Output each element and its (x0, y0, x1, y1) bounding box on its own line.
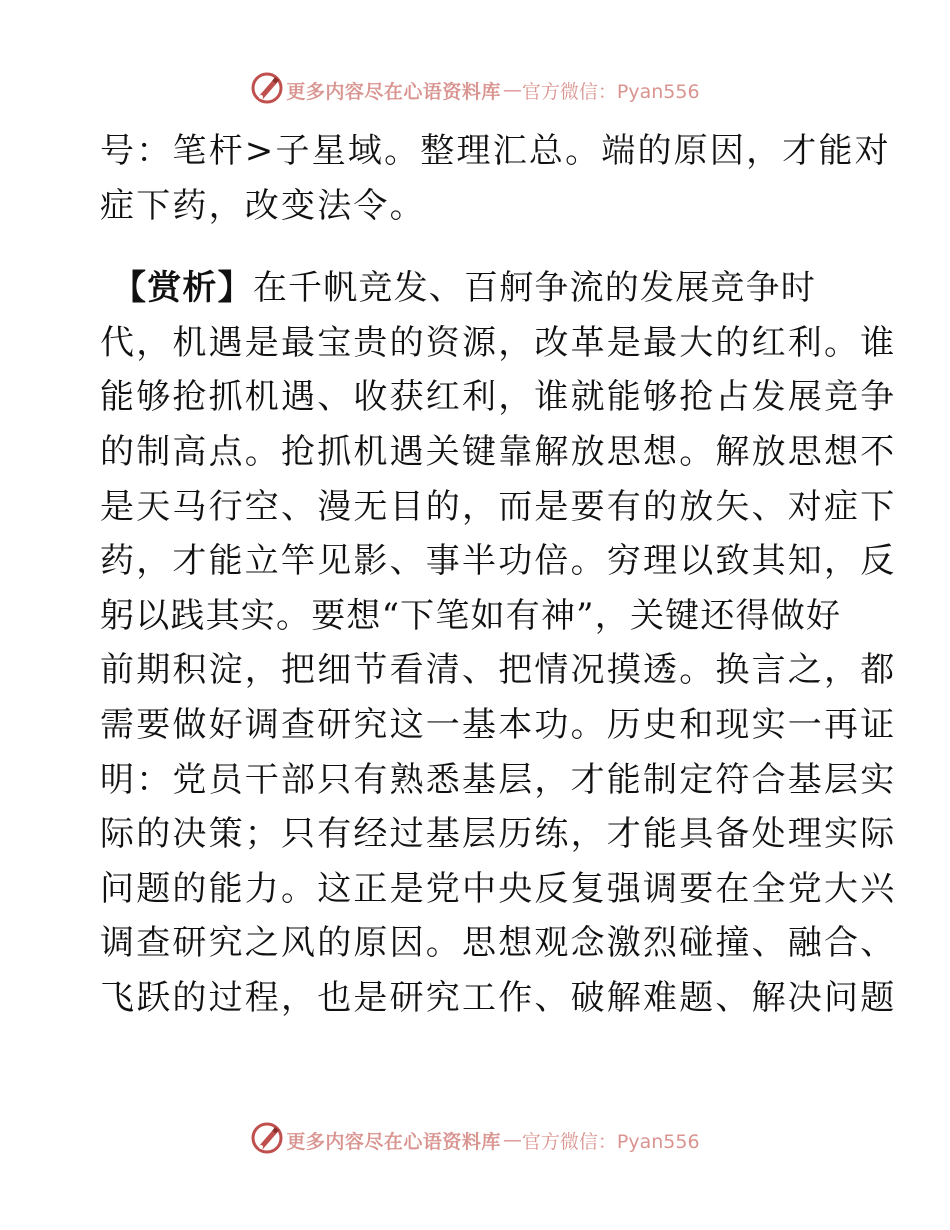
watermark-contact-text: 官方微信：Pyan556 (521, 80, 700, 103)
paragraph2-line: 需要做好调查研究这一基本功。历史和现实一再证 (100, 704, 897, 745)
paragraph2-line: 调查研究之风的原因。思想观念激烈碰撞、融合、 (100, 923, 897, 964)
pen-logo-icon (250, 71, 284, 105)
paragraph2-line: 是天马行空、漫无目的，而是要有的放矢、对症下 (100, 486, 897, 527)
watermark-main-text: 更多内容尽在心语资料库 (286, 1130, 501, 1153)
paragraph2-line: 飞跃的过程，也是研究工作、破解难题、解决问题 (100, 977, 897, 1018)
paragraph2-first-line (100, 261, 852, 316)
pen-logo-icon (250, 1121, 284, 1155)
watermark-contact-text: 官方微信：Pyan556 (521, 1130, 700, 1153)
footer-watermark (0, 1120, 950, 1160)
paragraph1-line-2: 症下药，改变法令。 (100, 185, 426, 226)
paragraph2-line: 问题的能力。这正是党中央反复强调要在全党大兴 (100, 868, 897, 909)
watermark-main-text: 更多内容尽在心语资料库 (286, 80, 501, 103)
watermark-separator: — (502, 1129, 522, 1151)
watermark-separator: — (502, 79, 522, 101)
paragraph2-line: 明：党员干部只有熟悉基层，才能制定符合基层实 (100, 759, 897, 800)
document-body (100, 124, 897, 1026)
header-watermark (0, 70, 950, 110)
paragraph2-line: 能够抢抓机遇、收获红利，谁就能够抢占发展竞争 (100, 377, 897, 418)
paragraph2-line: 际的决策；只有经过基层历练，才能具备处理实际 (100, 814, 897, 855)
appreciation-label: 【赏析】 (112, 268, 253, 309)
paragraph2-line: 的制高点。抢抓机遇关键靠解放思想。解放思想不 (100, 431, 897, 472)
paragraph2-first-line-text: 在千帆竞发、百舸争流的发展竞争时 (252, 268, 817, 309)
paragraph2-line: 代，机遇是最宝贵的资源，改革是最大的红利。谁 (100, 322, 897, 363)
paragraph2-line: 药，才能立竿见影、事半功倍。穷理以致其知，反 (100, 541, 897, 582)
paragraph2-line: 前期积淀，把细节看清、把情况摸透。换言之，都 (100, 650, 897, 691)
paragraph2-line: 躬以践其实。要想“下笔如有神”，关键还得做好 (100, 595, 842, 636)
paragraph1-line-1: 号：笔杆>子星域。整理汇总。端的原因，才能对 (100, 131, 891, 171)
